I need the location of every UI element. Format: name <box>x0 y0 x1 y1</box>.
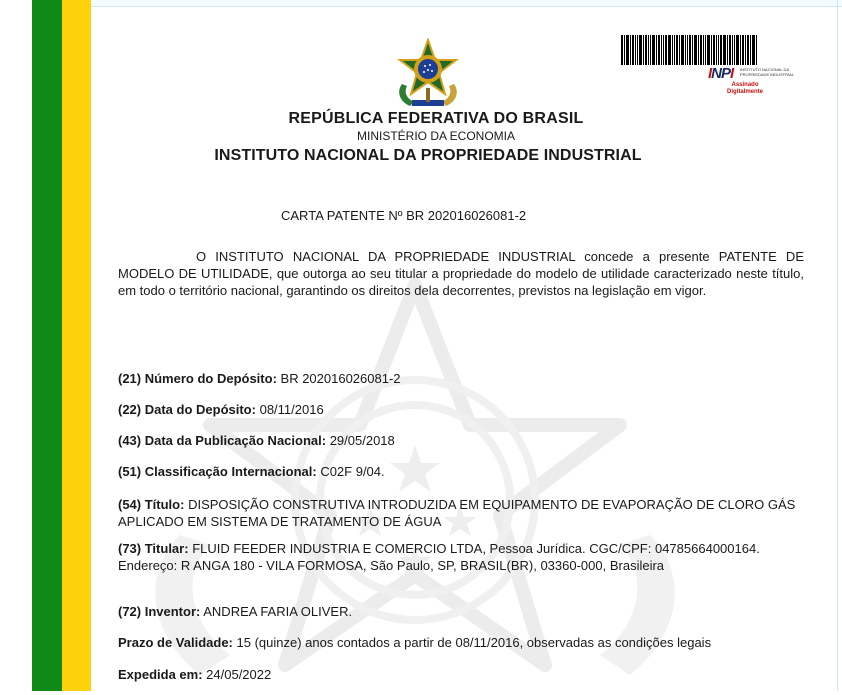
right-border <box>837 0 838 691</box>
green-stripe <box>32 0 62 691</box>
field-publication-date <box>118 432 798 449</box>
field-label: (72) Inventor: <box>118 604 201 619</box>
field-label: Expedida em: <box>118 667 203 682</box>
field-value: DISPOSIÇÃO CONSTRUTIVA INTRODUZIDA EM EQUIPAMENTO DE EVAPORAÇÃO DE CLORO GÁS APLICADO EM SISTEMA DE TRATAMENTO DE ÁGUA <box>118 497 796 529</box>
field-label: (43) Data da Publicação Nacional: <box>118 433 327 448</box>
document-title: CARTA PATENTE Nº BR 202016026081-2 <box>281 208 527 223</box>
barcode-icon <box>621 35 758 65</box>
signed-line-2: Digitalmente <box>726 89 763 95</box>
field-holder <box>118 540 798 574</box>
field-label: (22) Data do Depósito: <box>118 402 256 417</box>
field-value: FLUID FEEDER INDUSTRIA E COMERCIO LTDA, Pessoa Jurídica. CGC/CPF: 04785664000164. Endereço: R ANGA 180 - VILA FORMOSA, São Paulo, SP, BRASIL(BR), 03360-000, Brasileira <box>118 541 760 573</box>
field-value: 29/05/2018 <box>329 433 395 448</box>
field-value: 08/11/2016 <box>259 402 324 417</box>
left-margin <box>0 0 32 691</box>
field-label: (73) Titular: <box>118 541 189 556</box>
heading-ministerio: MINISTÉRIO DA ECONOMIA <box>356 129 515 143</box>
signed-line-1: Assinado <box>731 82 759 88</box>
field-label: (54) Título: <box>118 497 185 512</box>
field-value: C02F 9/04. <box>320 464 385 479</box>
field-value: BR 202016026081-2 <box>280 371 401 386</box>
inpi-logo <box>708 65 733 82</box>
field-label: (51) Classificação Internacional: <box>118 464 317 479</box>
field-validity <box>118 634 798 651</box>
inpi-logo-subtitle: INSTITUTO NACIONAL DA PROPRIEDADE INDUSTRIAL <box>740 67 795 77</box>
heading-republica: REPÚBLICA FEDERATIVA DO BRASIL <box>288 110 584 127</box>
field-value: 15 (quinze) anos contados a partir de 08/11/2016, observadas as condições legais <box>236 635 712 650</box>
field-classification <box>118 463 798 480</box>
top-border <box>0 0 842 7</box>
digitally-signed-label <box>720 82 770 96</box>
field-issued <box>118 666 798 683</box>
brazil-coat-of-arms-icon <box>392 38 464 110</box>
yellow-stripe <box>62 0 91 691</box>
field-label: Prazo de Validade: <box>118 635 233 650</box>
field-inventor <box>118 603 798 620</box>
field-value: ANDREA FARIA OLIVER. <box>203 604 353 619</box>
intro-paragraph: O INSTITUTO NACIONAL DA PROPRIEDADE INDUSTRIAL concede a presente PATENTE DE MODELO DE UTILIDADE, que outorga ao seu titular a propriedade do modelo de utilidade caracterizado neste título, em todo o território nacional, garantindo os direitos dela decorrentes, previstos na legislação em vigor. <box>118 249 804 298</box>
field-value: 24/05/2022 <box>206 667 272 682</box>
field-title <box>118 496 798 530</box>
field-deposit-number <box>118 370 798 387</box>
coat-of-arms-watermark-icon <box>120 275 710 695</box>
heading-instituto: INSTITUTO NACIONAL DA PROPRIEDADE INDUSTRIAL <box>214 147 642 164</box>
inpi-logo-text: INPI <box>708 65 734 82</box>
field-deposit-date <box>118 401 798 418</box>
field-label: (21) Número do Depósito: <box>118 371 277 386</box>
inpi-signature-stamp <box>706 65 806 97</box>
